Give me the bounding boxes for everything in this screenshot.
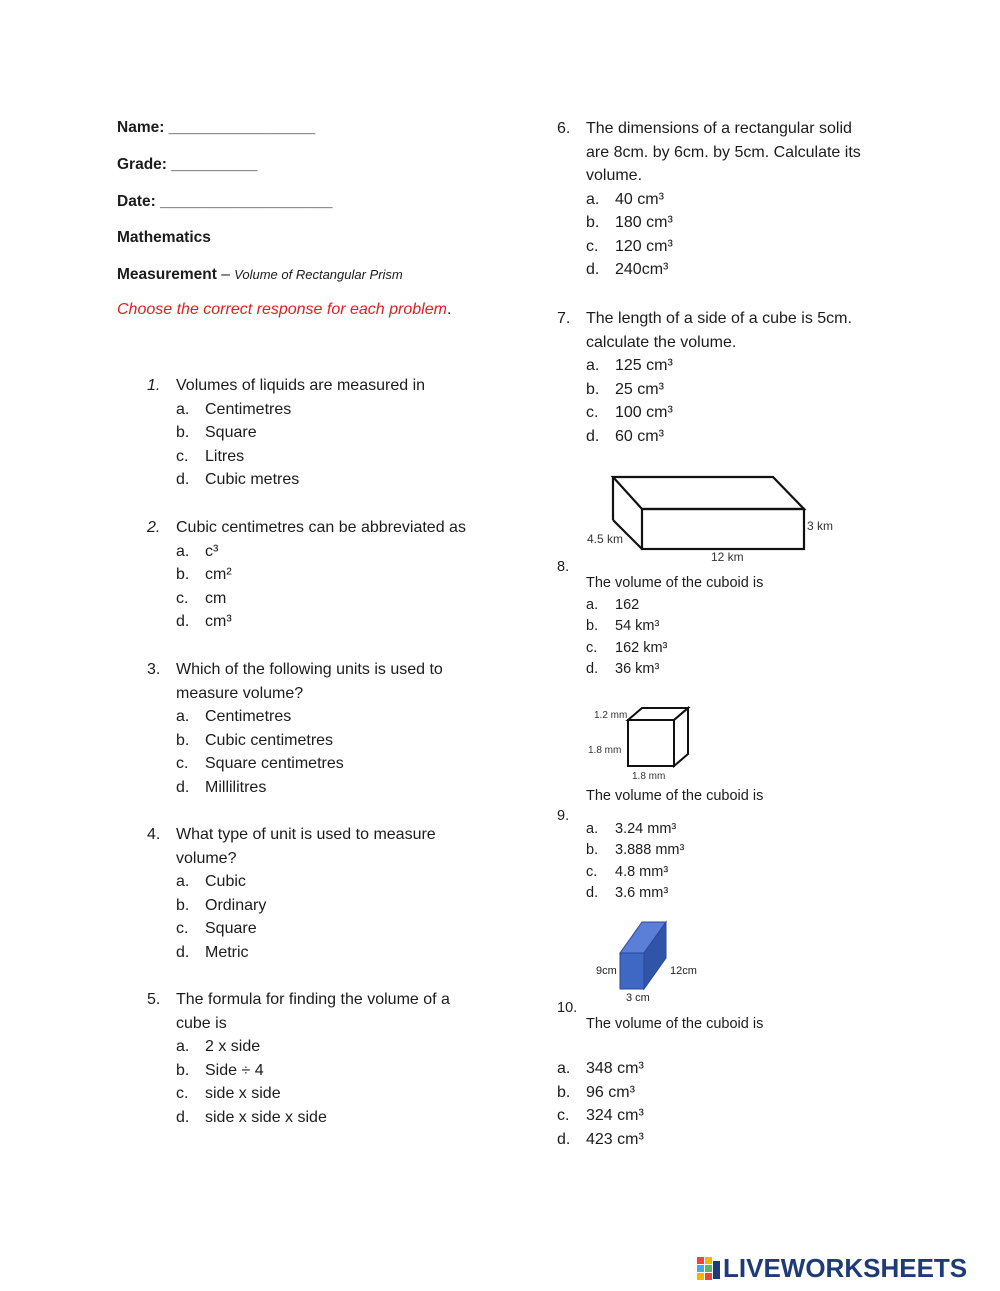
- option-d[interactable]: d. 36 km³: [586, 661, 660, 677]
- right-label: 12cm: [670, 965, 697, 977]
- option-c[interactable]: c. 100 cm³: [586, 404, 673, 421]
- instructions: [117, 301, 451, 319]
- option-a[interactable]: a. 348 cm³: [557, 1060, 644, 1077]
- option-a[interactable]: a. 125 cm³: [586, 357, 673, 374]
- option-a[interactable]: a. 40 cm³: [586, 190, 664, 208]
- option-d[interactable]: d. 423 cm³: [557, 1130, 644, 1148]
- option-c[interactable]: c. 4.8 mm³: [586, 863, 669, 880]
- bottom-label: 1.8 mm: [632, 771, 666, 782]
- option-d[interactable]: d. 240cm³: [586, 261, 669, 278]
- option-c[interactable]: c. side x side: [176, 1085, 281, 1102]
- option-b[interactable]: b. 3.888 mm³: [586, 842, 685, 858]
- option-c[interactable]: c. Litres: [176, 447, 245, 465]
- question-stem: The formula for finding the volume of a cube is: [176, 991, 450, 1032]
- question-stem: Which of the following units is used to measure volume?: [176, 661, 443, 702]
- option-d[interactable]: d. 60 cm³: [586, 427, 664, 445]
- option-a[interactable]: a. c³: [176, 542, 219, 560]
- question-number: 6.: [557, 120, 571, 137]
- question-7: [557, 307, 877, 448]
- logo-text: LIVEWORKSHEETS: [723, 1253, 968, 1283]
- bottom-label: 3 cm: [626, 992, 650, 1004]
- question-stem: The length of a side of a cube is 5cm. calculate the volume.: [586, 310, 852, 351]
- option-a[interactable]: a. Centimetres: [176, 400, 292, 418]
- option-b[interactable]: b. Side ÷ 4: [176, 1061, 264, 1079]
- cube-figure-9: [588, 704, 698, 784]
- topic-title: Measurement: [117, 266, 217, 283]
- option-b[interactable]: b. Ordinary: [176, 896, 267, 914]
- option-d[interactable]: d. Metric: [176, 943, 249, 961]
- name-field[interactable]: Name: _________________: [117, 119, 316, 136]
- question-5: [147, 988, 477, 1129]
- option-c[interactable]: c. 324 cm³: [557, 1107, 644, 1124]
- logo-blocks-icon: [697, 1257, 721, 1281]
- option-a[interactable]: a. Cubic: [176, 873, 246, 890]
- question-number: 2.: [147, 519, 161, 536]
- option-d[interactable]: d. side x side x side: [176, 1108, 327, 1126]
- topic-line: [117, 266, 403, 284]
- question-number: 9.: [557, 808, 570, 824]
- question-stem: The volume of the cuboid is: [586, 1016, 764, 1032]
- subject-title: Mathematics: [117, 229, 211, 246]
- option-a[interactable]: a. Centimetres: [176, 708, 292, 725]
- depth-label: 4.5 km: [587, 532, 624, 546]
- instruction-end: .: [446, 301, 452, 318]
- question-number: 10.: [557, 1000, 578, 1016]
- question-9: [557, 786, 877, 905]
- option-b[interactable]: b. Cubic centimetres: [176, 731, 334, 749]
- date-field[interactable]: Date: ____________________: [117, 193, 333, 210]
- instruction-text: Choose the correct response for each problem: [117, 301, 447, 318]
- option-b[interactable]: b. 96 cm³: [557, 1083, 635, 1101]
- question-stem: What type of unit is used to measure volume?: [176, 826, 436, 867]
- option-d[interactable]: d. Cubic metres: [176, 471, 300, 488]
- height-label: 3 km: [807, 519, 834, 533]
- option-b[interactable]: b. Square: [176, 424, 257, 441]
- question-stem: The volume of the cuboid is: [586, 575, 764, 591]
- length-label: 12 km: [711, 550, 744, 564]
- grade-field[interactable]: Grade: __________: [117, 156, 258, 173]
- option-c[interactable]: c. Square: [176, 920, 257, 937]
- option-c[interactable]: c. cm: [176, 589, 227, 607]
- question-1: [147, 374, 477, 492]
- option-a[interactable]: a. 162: [586, 596, 640, 613]
- left-label: 9cm: [596, 965, 617, 977]
- question-4: [147, 823, 477, 964]
- topic-dash: –: [216, 266, 235, 283]
- option-b[interactable]: b. 180 cm³: [586, 214, 673, 231]
- question-number: 7.: [557, 310, 571, 327]
- prism-figure-10: [594, 918, 704, 1008]
- liveworksheets-logo: [697, 1253, 992, 1285]
- question-stem: The volume of the cuboid is: [586, 788, 764, 804]
- question-number: 5.: [147, 991, 161, 1008]
- side-label: 1.8 mm: [588, 745, 622, 756]
- question-number: 3.: [147, 661, 161, 678]
- option-d[interactable]: d. cm³: [176, 613, 232, 630]
- cuboid-figure-8: [585, 472, 845, 564]
- option-b[interactable]: b. cm²: [176, 566, 232, 583]
- top-label: 1.2 mm: [594, 710, 628, 721]
- option-c[interactable]: c. 120 cm³: [586, 237, 673, 255]
- option-a[interactable]: a. 2 x side: [176, 1038, 261, 1055]
- question-number: 4.: [147, 826, 161, 843]
- subtopic-title: Volume of Rectangular Prism: [234, 267, 403, 282]
- option-a[interactable]: a. 3.24 mm³: [586, 820, 677, 837]
- question-10-options: [557, 1057, 877, 1151]
- question-stem: The dimensions of a rectangular solid are 8cm. by 6cm. by 5cm. Calculate its volume.: [586, 120, 861, 184]
- option-d[interactable]: d. Millilitres: [176, 778, 267, 796]
- option-c[interactable]: c. Square centimetres: [176, 755, 344, 772]
- option-b[interactable]: b. 54 km³: [586, 618, 660, 634]
- question-stem: Volumes of liquids are measured in: [176, 377, 426, 394]
- question-10: [557, 998, 877, 1036]
- question-stem: Cubic centimetres can be abbreviated as: [176, 519, 466, 536]
- question-number: 1.: [147, 377, 161, 394]
- question-8: [557, 557, 877, 681]
- option-d[interactable]: d. 3.6 mm³: [586, 885, 669, 901]
- option-c[interactable]: c. 162 km³: [586, 639, 668, 656]
- option-b[interactable]: b. 25 cm³: [586, 380, 664, 398]
- question-2: [147, 516, 477, 634]
- question-3: [147, 658, 477, 799]
- question-number: 8.: [557, 559, 570, 575]
- question-6: [557, 117, 877, 282]
